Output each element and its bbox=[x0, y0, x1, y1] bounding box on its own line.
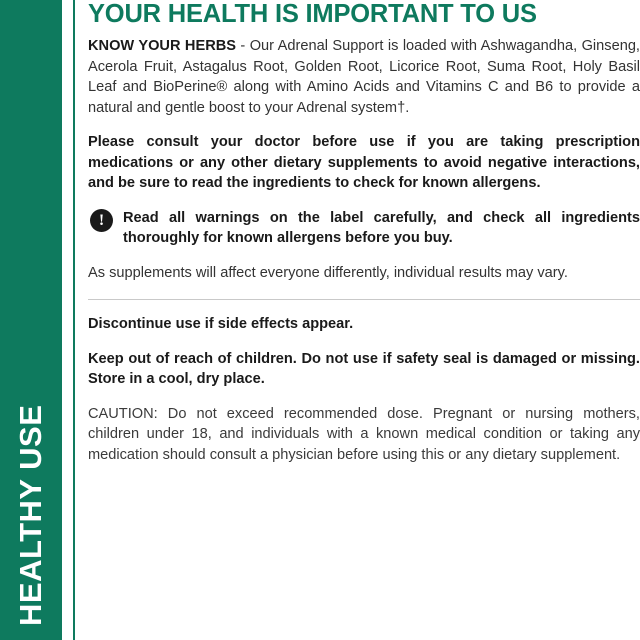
headline-wrapper bbox=[88, 0, 640, 30]
sidebar-healthy-use bbox=[0, 0, 62, 640]
know-your-herbs-lead: KNOW YOUR HERBS bbox=[88, 38, 237, 54]
paragraph-know-your-herbs bbox=[88, 36, 640, 118]
warning-text: Read all warnings on the label carefully, and check all ingredients thoroughly for known allergens before you buy. bbox=[123, 209, 640, 246]
content-column bbox=[88, 0, 640, 640]
paragraph-caution: CAUTION: Do not exceed recommended dose. Pregnant or nursing mothers, children under 18, and individuals with a known medical condition or taking any medication should consult a physician before using this or any dietary supplement. bbox=[88, 405, 640, 463]
paragraph-results-vary: As supplements will affect everyone differently, individual results may vary. bbox=[88, 264, 568, 281]
know-your-herbs-body: - Our Adrenal Support is loaded with Ashwagandha, Ginseng, Acerola Fruit, Astagalus Root, Golden Root, Licorice Root, Suma Root, Holy Basil Leaf and BioPerine® along with Amino Acids and Vitamins C and B6 to provide a natural and gentle boost to your Adrenal system†. bbox=[88, 38, 640, 116]
page-title: YOUR HEALTH IS IMPORTANT TO US bbox=[88, 0, 537, 28]
paragraph-keep-out-of-reach: Keep out of reach of children. Do not use if safety seal is damaged or missing. Store in a cool, dry place. bbox=[88, 350, 640, 387]
section-divider bbox=[88, 299, 640, 300]
sidebar-label: HEALTHY USE bbox=[13, 404, 48, 626]
paragraph-consult-doctor: Please consult your doctor before use if you are taking prescription medications or any other dietary supplements to avoid negative interactions, and be sure to read the ingredients to check for known allergens. bbox=[88, 134, 640, 191]
paragraph-discontinue-use: Discontinue use if side effects appear. bbox=[88, 316, 354, 332]
warning-callout bbox=[88, 208, 640, 249]
vertical-divider bbox=[73, 0, 75, 640]
exclamation-icon: ! bbox=[90, 209, 113, 232]
